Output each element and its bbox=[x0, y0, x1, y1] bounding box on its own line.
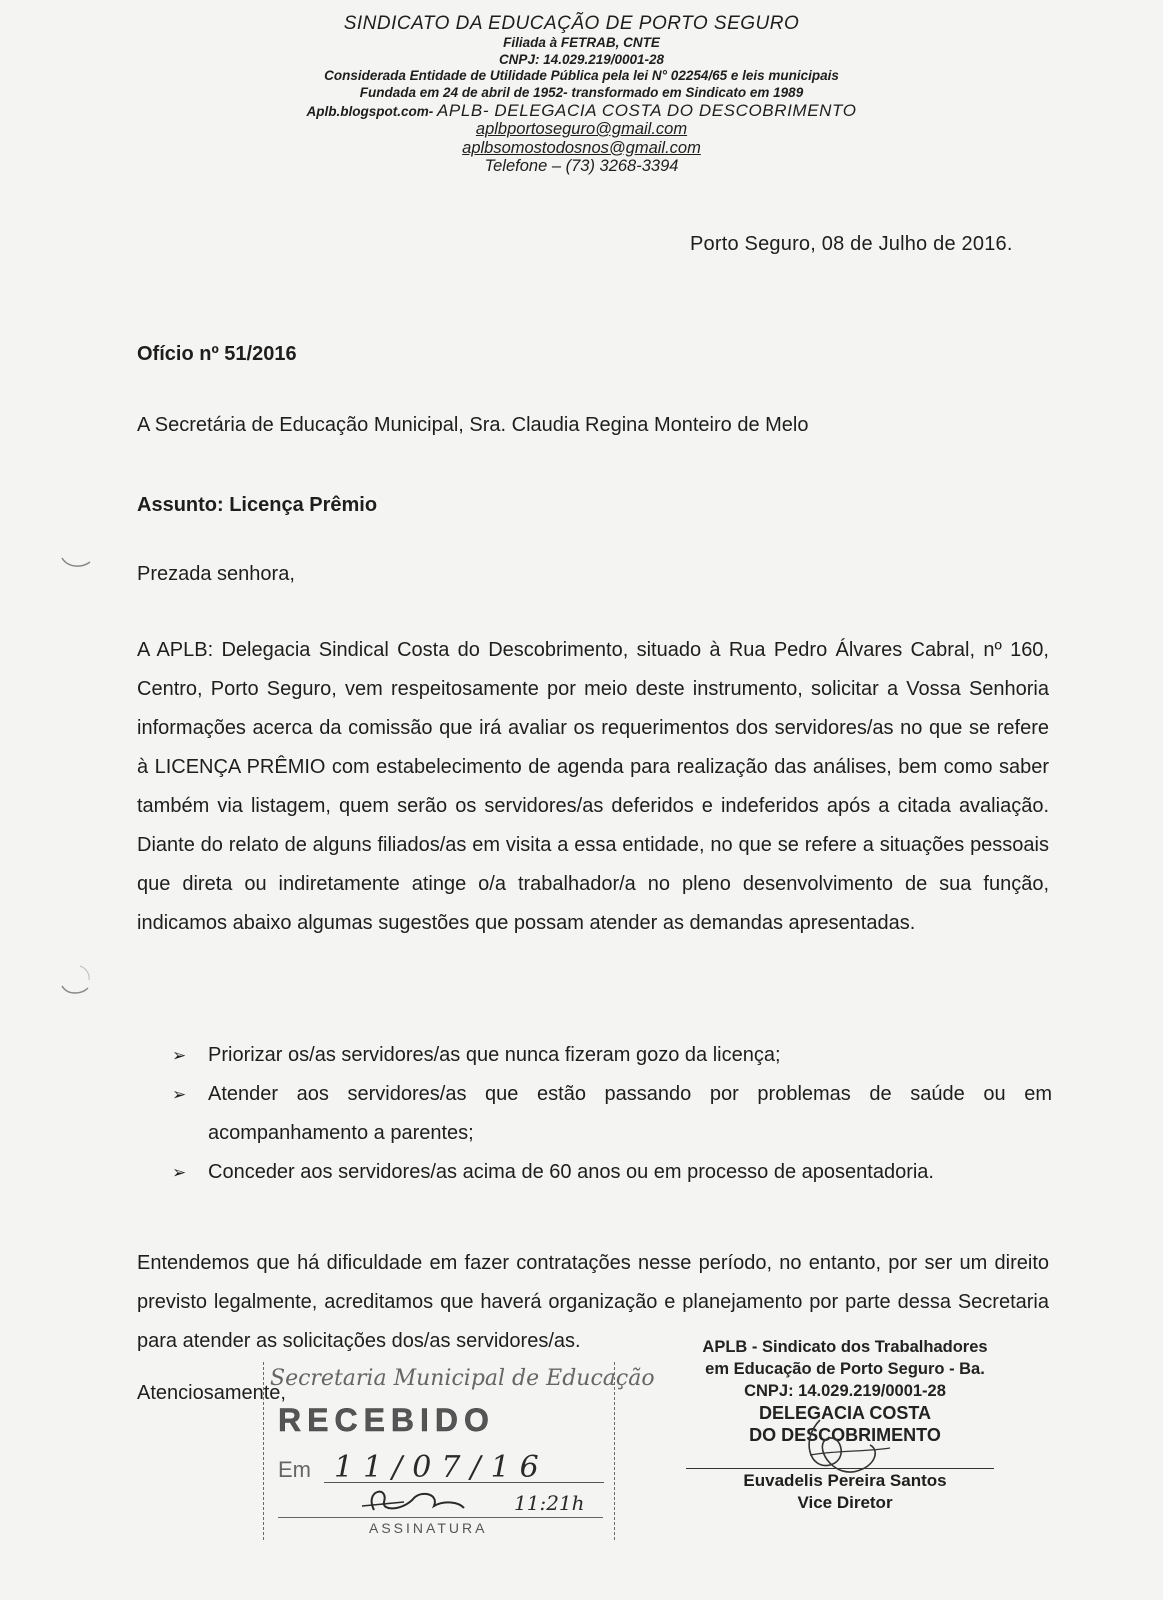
blog-line bbox=[0, 102, 1163, 119]
union-title: SINDICATO DA EDUCAÇÃO DE PORTO SEGURO bbox=[343, 13, 800, 34]
phone: Telefone – (73) 3268-3394 bbox=[484, 157, 679, 175]
punch-hole-icon bbox=[56, 960, 96, 1000]
cnpj: CNPJ: 14.029.219/0001-28 bbox=[498, 51, 665, 67]
sign-off: Atenciosamente, bbox=[137, 1382, 286, 1404]
founded-statement: Fundada em 24 de abril de 1952- transformado em Sindicato em 1989 bbox=[359, 84, 804, 100]
union-stamp-line: DELEGACIA COSTA bbox=[758, 1403, 931, 1423]
stamp-signature-line bbox=[278, 1517, 603, 1518]
utility-statement: Considerada Entidade de Utilidade Pública pela lei N° 02254/65 e leis municipais bbox=[324, 68, 839, 83]
union-stamp-line: APLB - Sindicato dos Trabalhadores bbox=[702, 1338, 988, 1356]
greeting: Prezada senhora, bbox=[137, 563, 295, 585]
email-2: aplbsomostodosnos@gmail.com bbox=[462, 138, 701, 157]
union-stamp-line: DO DESCOBRIMENTO bbox=[749, 1425, 941, 1445]
signer-role: Vice Diretor bbox=[797, 1493, 893, 1512]
affiliation: Filiada à FETRAB, CNTE bbox=[503, 35, 660, 50]
stamp-status: RECEBIDO bbox=[278, 1402, 495, 1438]
stamp-em-label: Em bbox=[278, 1457, 311, 1482]
subject: Assunto: Licença Prêmio bbox=[137, 494, 378, 516]
delegacia-name: APLB- DELEGACIA COSTA DO DESCOBRIMENTO bbox=[436, 101, 857, 120]
stamp-time: 11:21h bbox=[514, 1491, 585, 1515]
list-item: ➢ Priorizar os/as servidores/as que nunca fizeram gozo da licença; bbox=[172, 1036, 1052, 1075]
letter-date: Porto Seguro, 08 de Julho de 2016. bbox=[690, 233, 1013, 255]
letterhead bbox=[0, 14, 1163, 175]
list-item: ➢ Conceder aos servidores/as acima de 60 anos ou em processo de aposentadoria. bbox=[172, 1153, 1052, 1192]
closing-paragraph: Entendemos que há dificuldade em fazer contratações nesse período, no entanto, por ser um direito previsto legalmente, acreditamos que haverá organização e planejamento por parte dessa Secretaria para atender as solicitações dos/as servidores/as. bbox=[137, 1252, 1049, 1352]
addressee: A Secretária de Educação Municipal, Sra. Claudia Regina Monteiro de Melo bbox=[137, 414, 809, 436]
oficio-number: Ofício nº 51/2016 bbox=[137, 343, 297, 365]
stamp-signature-label: ASSINATURA bbox=[369, 1520, 488, 1536]
punch-hole-icon bbox=[58, 538, 98, 578]
stamp-signature-icon bbox=[344, 1480, 604, 1520]
body-paragraph: A APLB: Delegacia Sindical Costa do Descobrimento, situado à Rua Pedro Álvares Cabral, nº 160, Centro, Porto Seguro, vem respeitosamente por meio deste instrumento, solicitar a Vossa Senhoria informações acerca da comissão que irá avaliar os requerimentos dos servidores/as no que se refere à LICENÇA PRÊMIO com estabelecimento de agenda para realização das análises, bem como saber também via listagem, quem serão os servidores/as deferidos e indeferidos após a citada avaliação. Diante do relato de alguns filiados/as em visita a essa entidade, no que se refere a situações pessoais que direta ou indiretamente atinge o/a trabalhador/a no pleno desenvolvimento de sua função, indicamos abaixo algumas sugestões que possam atender as demandas apresentadas. bbox=[137, 639, 1049, 934]
email-1: aplbportoseguro@gmail.com bbox=[475, 120, 688, 138]
arrow-bullet-icon: ➢ bbox=[172, 1046, 187, 1065]
stamp-handwritten-date: 11/07/16 bbox=[334, 1450, 549, 1485]
signer-block bbox=[690, 1470, 1000, 1514]
arrow-bullet-icon: ➢ bbox=[172, 1085, 187, 1104]
signature-line bbox=[686, 1468, 994, 1469]
union-stamp-line: CNPJ: 14.029.219/0001-28 bbox=[744, 1382, 946, 1400]
signer-name: Euvadelis Pereira Santos bbox=[743, 1471, 947, 1490]
blog-url: Aplb.blogspot.com- bbox=[306, 104, 434, 119]
suggestion-list bbox=[172, 1036, 1052, 1192]
received-stamp bbox=[263, 1362, 655, 1540]
arrow-bullet-icon: ➢ bbox=[172, 1163, 187, 1182]
list-item: ➢ Atender aos servidores/as que estão passando por problemas de saúde ou em acompanhamento a parentes; bbox=[172, 1075, 1052, 1153]
stamp-org: Secretaria Municipal de Educação bbox=[270, 1366, 655, 1391]
union-stamp-line: em Educação de Porto Seguro - Ba. bbox=[705, 1360, 985, 1378]
